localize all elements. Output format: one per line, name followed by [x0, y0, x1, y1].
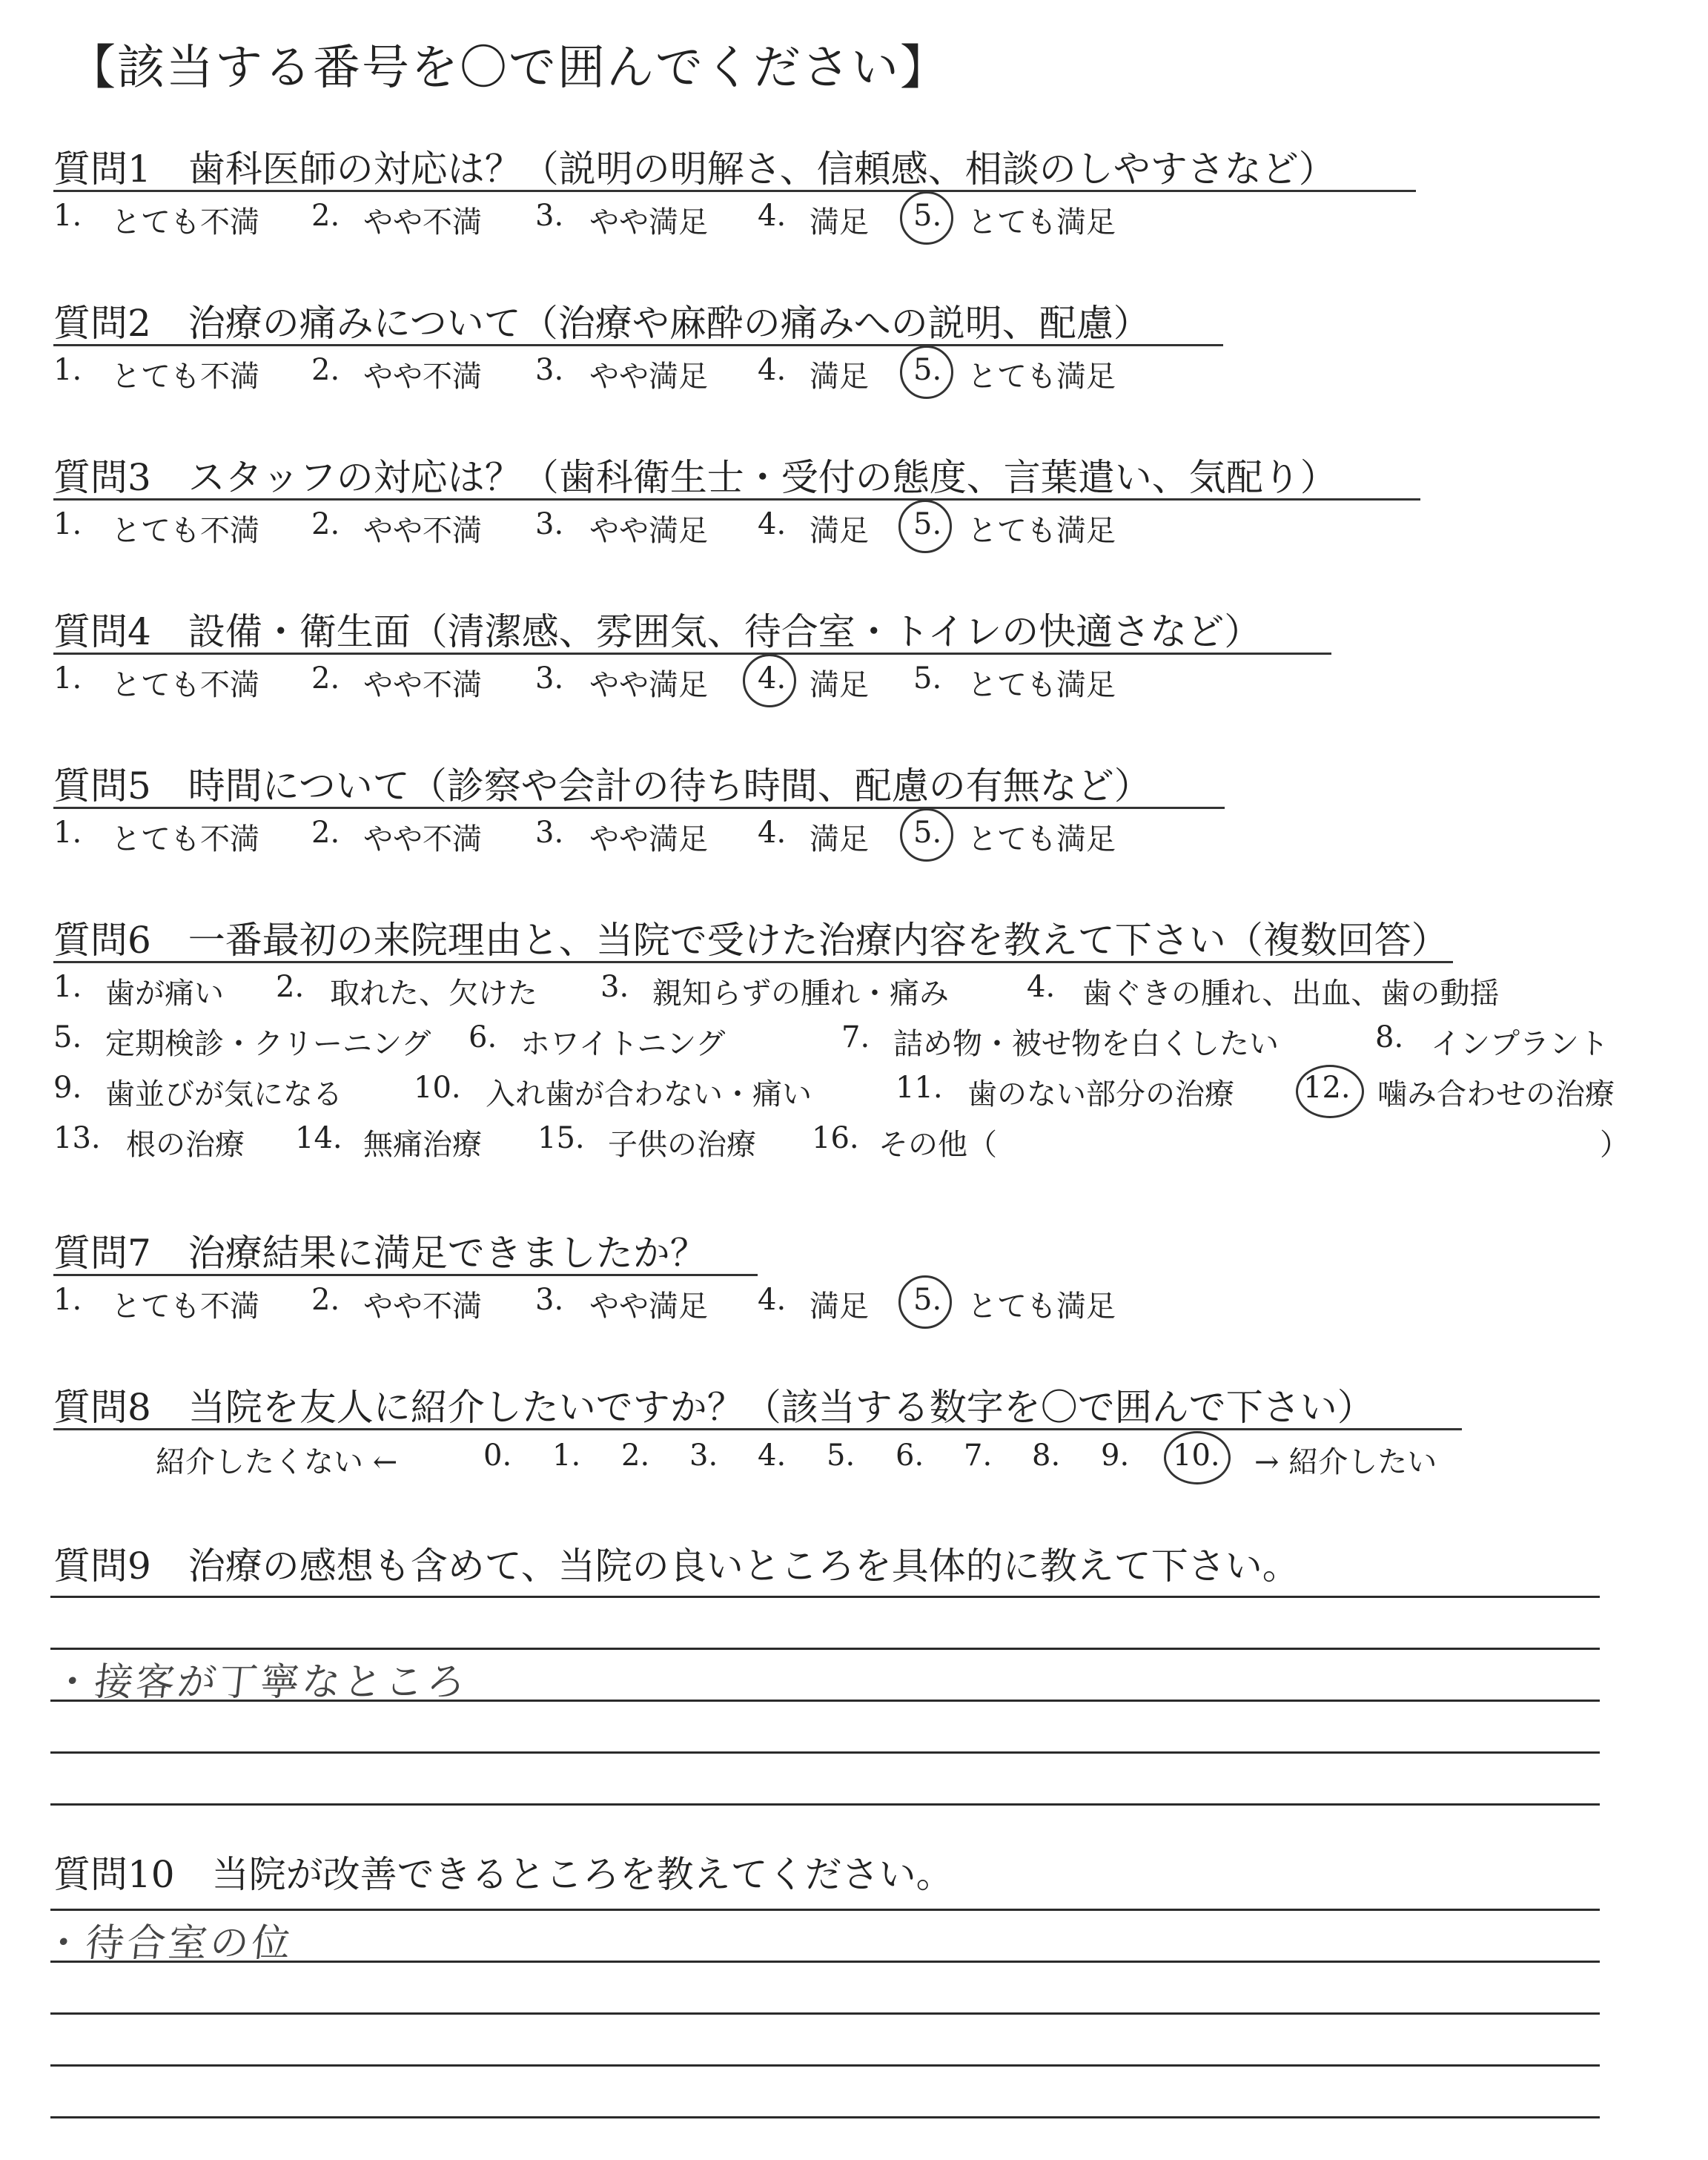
- question-2-title: 質問2 治療の痛みについて（治療や麻酔の痛みへの説明、配慮）: [53, 302, 1151, 345]
- option-label: 子供の治療: [608, 1128, 756, 1162]
- scale-number[interactable]: 6.: [896, 1439, 924, 1473]
- option-label: とても満足: [967, 514, 1116, 548]
- question-3-title: 質問3 スタッフの対応は？（歯科衛生士・受付の態度、言葉遣い、気配り）: [53, 456, 1337, 499]
- selection-circle: [1296, 1065, 1364, 1118]
- option-number[interactable]: 15.: [537, 1121, 585, 1155]
- question-4-title: 質問4 設備・衛生面（清潔感、雰囲気、待合室・トイレの快適さなど）: [53, 610, 1262, 653]
- option-number[interactable]: 1.: [53, 970, 82, 1004]
- option-label: やや不満: [363, 822, 482, 856]
- option-number[interactable]: 3.: [535, 353, 564, 387]
- answer-line: [50, 1909, 1600, 1911]
- option-label: とても満足: [967, 205, 1116, 240]
- option-label: インプラント: [1431, 1027, 1609, 1061]
- answer-line: [50, 1648, 1600, 1650]
- option-number[interactable]: 4.: [758, 507, 787, 541]
- option-number[interactable]: 10.: [414, 1071, 461, 1105]
- option-label: 親知らずの腫れ・痛み: [652, 977, 949, 1011]
- option-label: 満足: [810, 360, 869, 394]
- option-number[interactable]: 2.: [311, 661, 340, 696]
- question-8-title: 質問8 当院を友人に紹介したいですか？（該当する数字を〇で囲んで下さい）: [53, 1386, 1374, 1429]
- question-7-title: 質問7 治療結果に満足できましたか？: [53, 1232, 707, 1275]
- option-label: 満足: [810, 205, 869, 240]
- option-label: やや満足: [589, 360, 708, 394]
- option-label: とても不満: [111, 668, 259, 702]
- question-2-underline: [53, 344, 1223, 346]
- scale-number[interactable]: 1.: [552, 1439, 581, 1473]
- selection-circle: [1164, 1431, 1231, 1484]
- question-7-underline: [53, 1274, 758, 1276]
- option-number[interactable]: 5.: [913, 1283, 942, 1317]
- option-label: やや不満: [363, 514, 482, 548]
- option-number[interactable]: 3.: [535, 661, 564, 696]
- scale-number[interactable]: 7.: [964, 1439, 993, 1473]
- option-number[interactable]: 13.: [53, 1121, 101, 1155]
- question-5-underline: [53, 807, 1225, 809]
- option-label: 取れた、欠けた: [330, 977, 537, 1011]
- option-number[interactable]: 12.: [1303, 1071, 1351, 1105]
- question-5-title: 質問5 時間について（診察や会計の待ち時間、配慮の有無など）: [53, 764, 1151, 807]
- option-number[interactable]: 4.: [758, 353, 787, 387]
- option-label: 歯のない部分の治療: [967, 1077, 1234, 1112]
- close-paren: ）: [1600, 1128, 1629, 1162]
- option-label: 入れ歯が合わない・痛い: [486, 1077, 812, 1112]
- option-label: やや満足: [589, 668, 708, 702]
- option-label: とても不満: [111, 205, 259, 240]
- option-label: とても不満: [111, 1289, 259, 1324]
- option-number[interactable]: 5.: [913, 507, 942, 541]
- option-label: 根の治療: [126, 1128, 245, 1162]
- option-number[interactable]: 1.: [53, 507, 82, 541]
- option-label: ホワイトニング: [520, 1027, 726, 1061]
- option-number[interactable]: 5.: [913, 353, 942, 387]
- option-number[interactable]: 4.: [758, 661, 787, 696]
- scale-number[interactable]: 5.: [827, 1439, 855, 1473]
- scale-left-label: 紹介したくない ←: [156, 1445, 398, 1479]
- question-9-title: 質問9 治療の感想も含めて、当院の良いところを具体的に教えて下さい。: [53, 1545, 1300, 1588]
- option-label: やや不満: [363, 205, 482, 240]
- page-title: 【該当する番号を〇で囲んでください】: [68, 41, 949, 96]
- selection-circle: [743, 654, 796, 707]
- option-number[interactable]: 2.: [311, 199, 340, 233]
- option-number[interactable]: 1.: [53, 661, 82, 696]
- option-label: 噛み合わせの治療: [1377, 1077, 1615, 1112]
- handwritten-answer[interactable]: ・接客が丁寧なところ: [50, 1660, 471, 1705]
- option-label: やや不満: [363, 668, 482, 702]
- option-number[interactable]: 1.: [53, 1283, 82, 1317]
- option-number[interactable]: 3.: [535, 199, 564, 233]
- question-6-title: 質問6 一番最初の来院理由と、当院で受けた治療内容を教えて下さい（複数回答）: [53, 919, 1449, 962]
- scale-right-label: → 紹介したい: [1254, 1445, 1437, 1479]
- question-6-underline: [53, 961, 1453, 963]
- selection-circle: [900, 808, 953, 862]
- option-number[interactable]: 16.: [812, 1121, 859, 1155]
- scale-number[interactable]: 4.: [758, 1439, 787, 1473]
- option-label: とても満足: [967, 668, 1116, 702]
- handwritten-answer[interactable]: ・待合室の位: [42, 1921, 296, 1966]
- option-number[interactable]: 5.: [53, 1020, 82, 1054]
- scale-number[interactable]: 2.: [621, 1439, 650, 1473]
- option-number[interactable]: 2.: [311, 816, 340, 850]
- scale-number[interactable]: 0.: [483, 1439, 512, 1473]
- option-label: 歯並びが気になる: [105, 1077, 342, 1112]
- option-number[interactable]: 2.: [311, 507, 340, 541]
- option-label: 満足: [810, 668, 869, 702]
- option-number[interactable]: 4.: [1027, 970, 1056, 1004]
- option-label: やや満足: [589, 1289, 708, 1324]
- option-label: やや満足: [589, 514, 708, 548]
- answer-line: [50, 2116, 1600, 2118]
- option-label: 満足: [810, 514, 869, 548]
- option-label: 歯ぐきの腫れ、出血、歯の動揺: [1082, 977, 1500, 1011]
- option-label: やや満足: [589, 822, 708, 856]
- option-label: 詰め物・被せ物を白くしたい: [893, 1027, 1279, 1061]
- option-label: とても満足: [967, 360, 1116, 394]
- selection-circle: [900, 346, 953, 399]
- selection-circle: [898, 500, 952, 553]
- option-number[interactable]: 1.: [53, 353, 82, 387]
- scale-number[interactable]: 8.: [1032, 1439, 1061, 1473]
- scale-number[interactable]: 9.: [1101, 1439, 1130, 1473]
- option-label: やや不満: [363, 360, 482, 394]
- scale-number[interactable]: 3.: [689, 1439, 718, 1473]
- option-label: とても不満: [111, 514, 259, 548]
- answer-line: [50, 2012, 1600, 2015]
- option-number[interactable]: 1.: [53, 199, 82, 233]
- option-label: 定期検診・クリーニング: [105, 1027, 431, 1061]
- option-label: やや不満: [363, 1289, 482, 1324]
- question-8-underline: [53, 1428, 1462, 1430]
- option-number[interactable]: 4.: [758, 1283, 787, 1317]
- option-label: 満足: [810, 822, 869, 856]
- question-1-underline: [53, 190, 1416, 192]
- answer-line: [50, 1961, 1600, 1963]
- question-4-underline: [53, 653, 1331, 655]
- option-label: とても不満: [111, 822, 259, 856]
- question-3-underline: [53, 498, 1420, 501]
- option-label: 満足: [810, 1289, 869, 1324]
- option-number[interactable]: 2.: [276, 970, 305, 1004]
- answer-line: [50, 1803, 1600, 1806]
- option-label: 無痛治療: [363, 1128, 482, 1162]
- answer-line: [50, 2064, 1600, 2067]
- option-label: とても満足: [967, 822, 1116, 856]
- option-label: 歯が痛い: [105, 977, 224, 1011]
- option-number[interactable]: 3.: [535, 816, 564, 850]
- scale-number[interactable]: 10.: [1173, 1439, 1220, 1473]
- option-number[interactable]: 3.: [535, 507, 564, 541]
- option-number[interactable]: 4.: [758, 816, 787, 850]
- answer-line: [50, 1700, 1600, 1702]
- option-label: とても不満: [111, 360, 259, 394]
- selection-circle: [900, 191, 953, 245]
- question-1-title: 質問1 歯科医師の対応は？（説明の明解さ、信頼感、相談のしやすさなど）: [53, 148, 1336, 191]
- option-label: とても満足: [967, 1289, 1116, 1324]
- option-number[interactable]: 4.: [758, 199, 787, 233]
- option-number[interactable]: 14.: [295, 1121, 342, 1155]
- option-number[interactable]: 8.: [1375, 1020, 1404, 1054]
- option-number[interactable]: 3.: [535, 1283, 564, 1317]
- option-number[interactable]: 11.: [896, 1071, 943, 1105]
- question-10-title: 質問10 当院が改善できるところを教えてください。: [53, 1853, 953, 1896]
- option-number[interactable]: 5.: [913, 661, 942, 696]
- option-number[interactable]: 2.: [311, 353, 340, 387]
- option-label: やや満足: [589, 205, 708, 240]
- option-label: その他（: [878, 1128, 997, 1162]
- answer-line: [50, 1596, 1600, 1598]
- option-number[interactable]: 3.: [600, 970, 629, 1004]
- option-number[interactable]: 5.: [913, 816, 942, 850]
- option-number[interactable]: 2.: [311, 1283, 340, 1317]
- option-number[interactable]: 6.: [469, 1020, 497, 1054]
- option-number[interactable]: 9.: [53, 1071, 82, 1105]
- option-number[interactable]: 5.: [913, 199, 942, 233]
- option-number[interactable]: 7.: [841, 1020, 870, 1054]
- answer-line: [50, 1751, 1600, 1754]
- option-number[interactable]: 1.: [53, 816, 82, 850]
- selection-circle: [898, 1275, 952, 1329]
